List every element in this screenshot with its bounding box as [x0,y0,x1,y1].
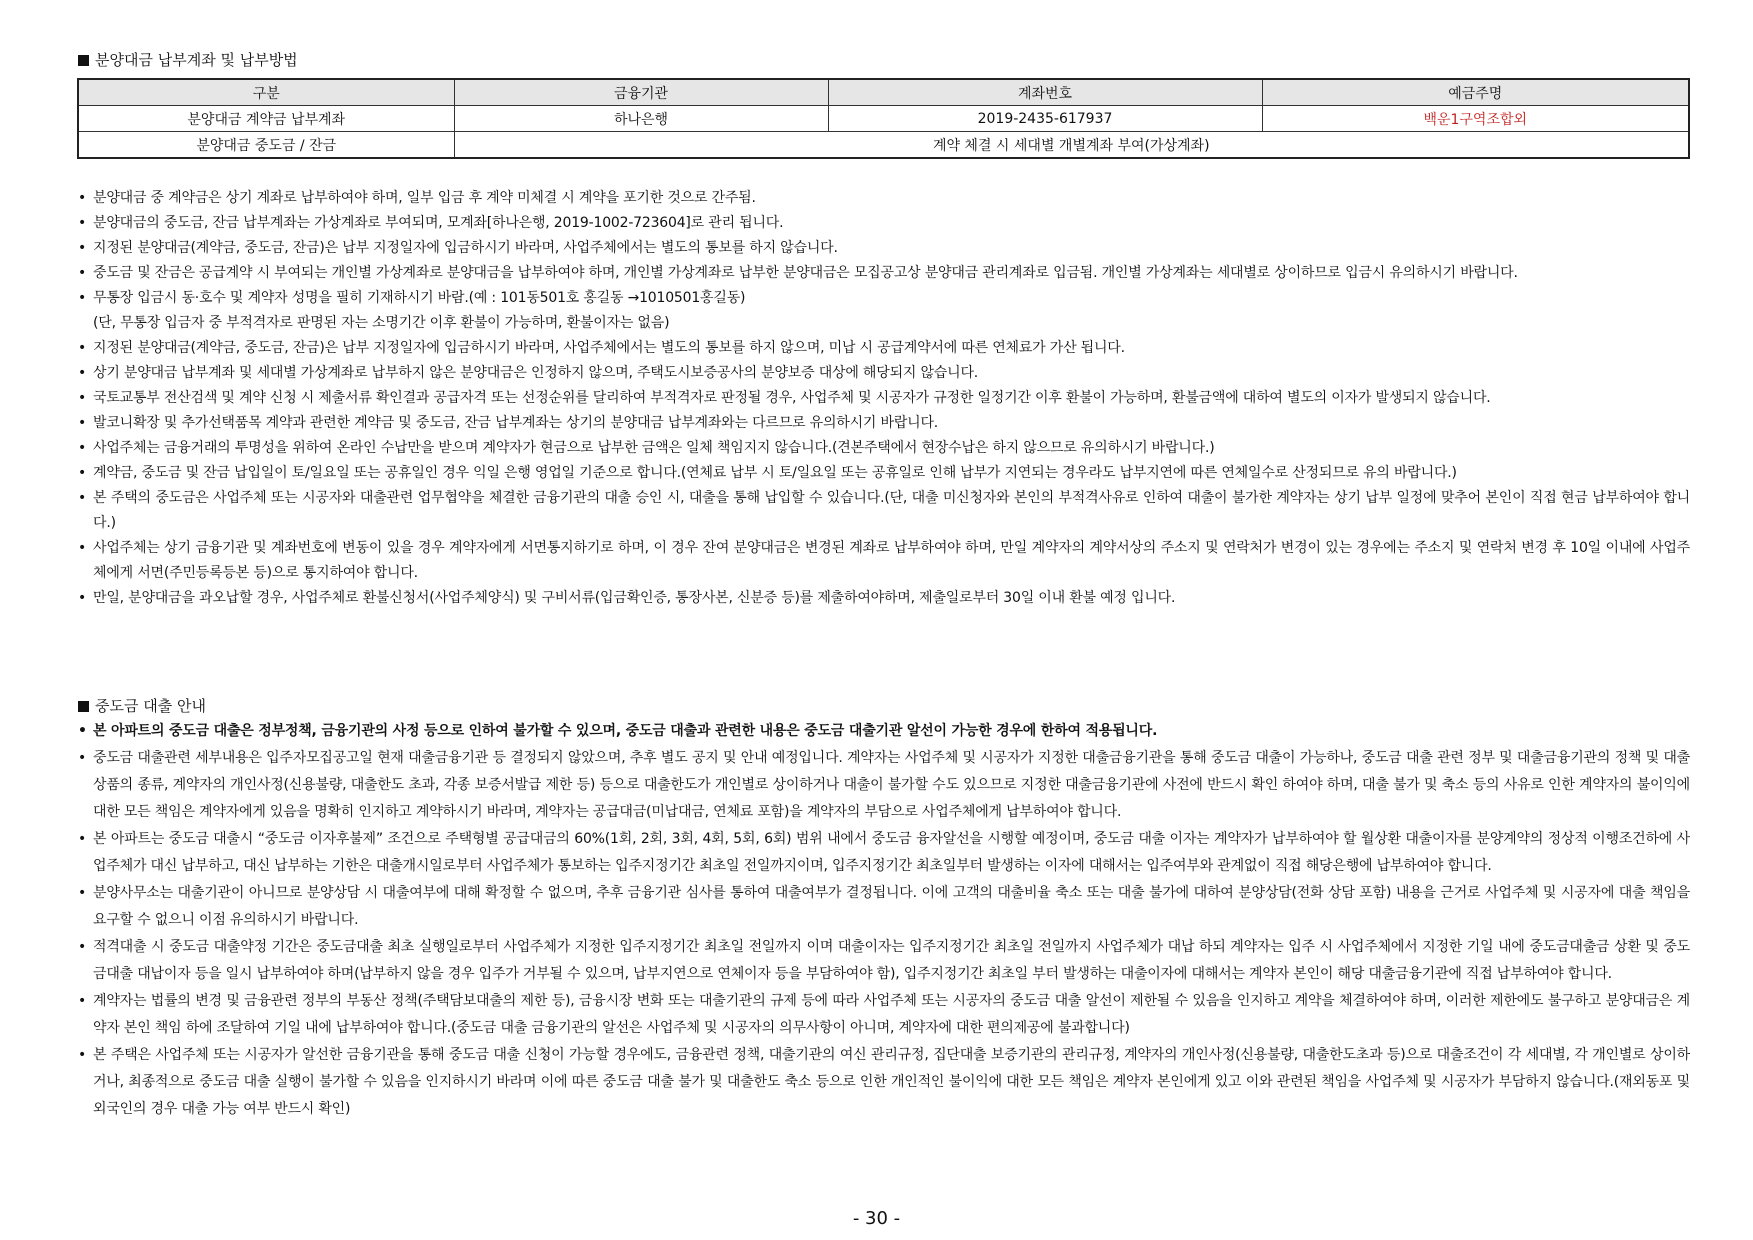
list-item: • 본 아파트의 중도금 대출은 정부정책, 금융기관의 사정 등으로 인하여 불가할 수 있으며, 중도금 대출과 관련한 내용은 중도금 대출기관 알선이 가능한 경우에 한하여 적용됩니다. [78,718,1690,745]
table-cell: 계약 체결 시 세대별 개별계좌 부여(가상계좌) [454,132,1689,159]
list-item: • 분양대금 중 계약금은 상기 계좌로 납부하여야 하며, 일부 입금 후 계약 미체결 시 계약을 포기한 것으로 간주됨. [78,186,1690,211]
section-title-loan [78,696,206,716]
list-item: • 상기 분양대금 납부계좌 및 세대별 가상계좌로 납부하지 않은 분양대금은 인정하지 않으며, 주택도시보증공사의 분양보증 대상에 해당되지 않습니다. [78,361,1690,386]
list-item: • 계약금, 중도금 및 잔금 납입일이 토/일요일 또는 공휴일인 경우 익일 은행 영업일 기준으로 합니다.(연체료 납부 시 토/일요일 또는 공휴일로 인해 납부가 지연되는 경우라도 납부지연에 따른 연체일수로 산정되므로 유의 바랍니다.) [78,461,1690,486]
table-header-cell: 예금주명 [1262,79,1689,106]
table-cell: 하나은행 [454,106,828,132]
table-cell: 분양대금 계약금 납부계좌 [78,106,454,132]
section-title-payment [78,50,298,70]
list-item: • 분양사무소는 대출기관이 아니므로 분양상담 시 대출여부에 대해 확정할 수 없으며, 추후 금융기관 심사를 통하여 대출여부가 결정됩니다. 이에 고객의 대출비율 축소 또는 대출 불가에 대하여 분양상담(전화 상담 포함) 내용을 근거로 사업주체 및 시공자에 대출 책임을 요구할 수 없으니 이점 유의하시기 바랍니다. [78,880,1690,934]
table-header-row [78,79,1689,106]
square-bullet-icon [78,55,89,66]
list-item: • 중도금 대출관련 세부내용은 입주자모집공고일 현재 대출금융기관 등 결정되지 않았으며, 추후 별도 공지 및 안내 예정입니다. 계약자는 사업주체 및 시공자가 지정한 대출금융기관을 통해 중도금 대출이 가능하나, 중도금 대출 관련 정부 및 대출금융기관의 정책 및 대출상품의 종류, 계약자의 개인사정(신용불량, 대출한도 초과, 각종 보증서발급 제한 등) 등으로 대출한도가 개인별로 상이하거나 대출이 불가할 수도 있으므로 지정한 대출금융기관에 사전에 반드시 확인 하여야 하며, 대출 불가 및 축소 등의 사유로 인한 계약자의 불이익에 대한 모든 책임은 계약자에게 있음을 명확히 인지하고 계약하시기 바라며, 계약자는 공급대금(미납대금, 연체료 포함)을 계약자의 부담으로 사업주체에게 납부하여야 합니다. [78,745,1690,826]
list-item: • 계약자는 법률의 변경 및 금융관련 정부의 부동산 정책(주택담보대출의 제한 등), 금융시장 변화 또는 대출기관의 규제 등에 따라 사업주체 또는 시공자의 중도금 대출 알선이 제한될 수 있음을 인지하고 계약을 체결하여야 하며, 이러한 제한에도 불구하고 분양대금은 계약자 본인 책임 하에 조달하여 기일 내에 납부하여야 합니다.(중도금 대출 금융기관의 알선은 사업주체 및 시공자의 의무사항이 아니며, 계약자에 대한 편의제공에 불과합니다) [78,988,1690,1042]
payment-account-table [77,78,1690,159]
list-item: • 본 주택의 중도금은 사업주체 또는 시공자와 대출관련 업무협약을 체결한 금융기관의 대출 승인 시, 대출을 통해 납입할 수 있습니다.(단, 대출 미신청자와 본인의 부적격사유로 인하여 대출이 불가한 계약자는 상기 납부 일정에 맞추어 본인이 직접 현금 납부하여야 합니다.) [78,486,1690,536]
table-row [78,106,1689,132]
list-item: • 본 아파트는 중도금 대출시 “중도금 이자후불제” 조건으로 주택형별 공급대금의 60%(1회, 2회, 3회, 4회, 5회, 6회) 범위 내에서 중도금 융자알선을 시행할 예정이며, 중도금 대출 이자는 계약자가 납부하여야 할 월상환 대출이자를 분양계약의 정상적 이행조건하에 사업주체가 대신 납부하고, 대신 납부하는 기한은 대출개시일로부터 사업주체가 통보하는 입주지정기간 최초일 전일까지이며, 입주지정기간 최초일부터 발생하는 이자에 대해서는 입주여부와 관계없이 직접 해당은행에 납부하여야 합니다. [78,826,1690,880]
table-row [78,132,1689,159]
list-item: (단, 무통장 입금자 중 부적격자로 판명된 자는 소명기간 이후 환불이 가능하며, 환불이자는 없음) [93,315,670,331]
list-item: • 지정된 분양대금(계약금, 중도금, 잔금)은 납부 지정일자에 입금하시기 바라며, 사업주체에서는 별도의 통보를 하지 않습니다. [78,236,1690,261]
table-header-cell: 금융기관 [454,79,828,106]
account-holder-cell: 백운1구역조합외 [1262,106,1689,132]
list-item: • 무통장 입금시 동·호수 및 계약자 성명을 필히 기재하시기 바람.(예 : 101동501호 홍길동 →1010501홍길동) [78,286,1690,311]
table-cell: 분양대금 중도금 / 잔금 [78,132,454,159]
list-item: • 지정된 분양대금(계약금, 중도금, 잔금)은 납부 지정일자에 입금하시기 바라며, 사업주체에서는 별도의 통보를 하지 않으며, 미납 시 공급계약서에 따른 연체료가 가산 됩니다. [78,336,1690,361]
list-item: • 사업주체는 금융거래의 투명성을 위하여 온라인 수납만을 받으며 계약자가 현금으로 납부한 금액은 일체 책임지지 않습니다.(견본주택에서 현장수납은 하지 않으므로 유의하시기 바랍니다.) [78,436,1690,461]
table-header-cell: 구분 [78,79,454,106]
table-header-cell: 계좌번호 [828,79,1262,106]
payment-notes-list [78,186,1690,611]
list-item: • 중도금 및 잔금은 공급계약 시 부여되는 개인별 가상계좌로 분양대금을 납부하여야 하며, 개인별 가상계좌로 납부한 분양대금은 모집공고상 분양대금 관리계좌로 입금됨. 개인별 가상계좌는 세대별로 상이하므로 입금시 유의하시기 바랍니다. [78,261,1690,286]
loan-notes-list [78,718,1690,1123]
section-title-text: 중도금 대출 안내 [95,697,206,715]
table-cell: 2019-2435-617937 [828,106,1262,132]
list-item: • 본 주택은 사업주체 또는 시공자가 알선한 금융기관을 통해 중도금 대출 신청이 가능할 경우에도, 금융관련 정책, 대출기관의 여신 관리규정, 집단대출 보증기관의 관리규정, 계약자의 개인사정(신용불량, 대출한도초과 등)으로 대출조건이 각 세대별, 각 개인별로 상이하거나, 최종적으로 중도금 대출 실행이 불가할 수 있음을 인지하시기 바라며 이에 따른 중도금 대출 불가 및 대출한도 축소 등으로 인한 개인적인 불이익에 대한 모든 책임은 계약자 본인에게 있고 이와 관련된 책임을 사업주체 및 시공자가 부담하지 않습니다.(재외동포 및 외국인의 경우 대출 가능 여부 반드시 확인) [78,1042,1690,1123]
list-item: • 사업주체는 상기 금융기관 및 계좌번호에 변동이 있을 경우 계약자에게 서면통지하기로 하며, 이 경우 잔여 분양대금은 변경된 계좌로 납부하여야 하며, 만일 계약자의 계약서상의 주소지 및 연락처가 변경이 있는 경우에는 주소지 및 연락처 변경 후 10일 이내에 사업주체에게 서면(주민등록등본 등)으로 통지하여야 합니다. [78,536,1690,586]
list-item: • 만일, 분양대금을 과오납할 경우, 사업주체로 환불신청서(사업주체양식) 및 구비서류(입금확인증, 통장사본, 신분증 등)를 제출하여야하며, 제출일로부터 30일 이내 환불 예정 입니다. [78,586,1690,611]
section-title-text: 분양대금 납부계좌 및 납부방법 [95,51,298,69]
list-item: • 발코니확장 및 추가선택품목 계약과 관련한 계약금 및 중도금, 잔금 납부계좌는 상기의 분양대금 납부계좌와는 다르므로 유의하시기 바랍니다. [78,411,1690,436]
square-bullet-icon [78,701,89,712]
list-item: • 적격대출 시 중도금 대출약정 기간은 중도금대출 최초 실행일로부터 사업주체가 지정한 입주지정기간 최초일 전일까지 이며 대출이자는 입주지정기간 최초일 전일까지 사업주체가 대납 하되 계약자는 입주 시 사업주체에서 지정한 기일 내에 중도금대출금 상환 및 중도금대출 대납이자 등을 일시 납부하여야 하며(납부하지 않을 경우 입주가 거부될 수 있으며, 납부지연으로 연체이자 등을 부담하여야 함), 입주지정기간 최초일 부터 발생하는 대출이자에 대해서는 계약자 본인이 해당 대출금융기관에 직접 납부하여야 합니다. [78,934,1690,988]
list-item: • 국토교통부 전산검색 및 계약 신청 시 제출서류 확인결과 공급자격 또는 선정순위를 달리하여 부적격자로 판정될 경우, 사업주체 및 시공자가 규정한 일정기간 이후 환불이 가능하며, 환불금액에 대하여 별도의 이자가 발생되지 않습니다. [78,386,1690,411]
page-number: - 30 - [852,1208,901,1229]
list-item: • 분양대금의 중도금, 잔금 납부계좌는 가상계좌로 부여되며, 모계좌[하나은행, 2019-1002-723604]로 관리 됩니다. [78,211,1690,236]
